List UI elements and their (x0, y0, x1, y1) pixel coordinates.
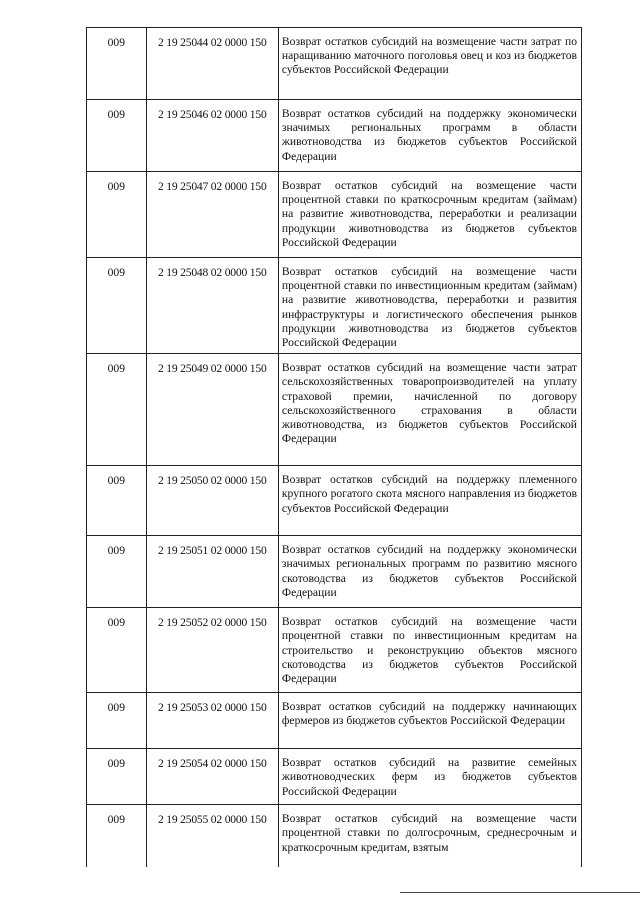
admin-code-cell: 009 (87, 805, 147, 867)
table-row (87, 536, 582, 608)
income-name-cell: Возврат остатков субсидий на поддержку племенного крупного рогатого скота мясного направления из бюджетов субъектов Российской Федерации (278, 466, 581, 536)
admin-code-cell: 009 (87, 749, 147, 805)
admin-code-cell: 009 (87, 536, 147, 608)
page-edge-line (400, 892, 640, 893)
admin-code-cell: 009 (87, 608, 147, 693)
table-row (87, 466, 582, 536)
budget-code-cell: 2 19 25052 02 0000 150 (146, 608, 278, 693)
budget-code-cell: 2 19 25055 02 0000 150 (146, 805, 278, 867)
income-name-cell: Возврат остатков субсидий на возмещение части процентной ставки по инвестиционным кредитам на строительство и реконструкцию объектов мясного скотоводства из бюджетов субъектов Российской Федерации (278, 608, 581, 693)
table-row (87, 100, 582, 172)
income-name-cell: Возврат остатков субсидий на поддержку экономически значимых региональных программ по развитию мясного скотоводства из бюджетов субъектов Российской Федерации (278, 536, 581, 608)
table-row (87, 28, 582, 100)
admin-code-cell: 009 (87, 100, 147, 172)
income-name-cell: Возврат остатков субсидий на поддержку экономически значимых региональных программ в области животноводства из бюджетов субъектов Российской Федерации (278, 100, 581, 172)
admin-code-cell: 009 (87, 258, 147, 354)
table-row (87, 693, 582, 749)
admin-code-cell: 009 (87, 172, 147, 258)
budget-code-cell: 2 19 25046 02 0000 150 (146, 100, 278, 172)
admin-code-cell: 009 (87, 693, 147, 749)
budget-code-cell: 2 19 25050 02 0000 150 (146, 466, 278, 536)
table-row (87, 258, 582, 354)
admin-code-cell: 009 (87, 28, 147, 100)
table-row (87, 354, 582, 466)
table-row (87, 172, 582, 258)
budget-codes-table (86, 27, 582, 867)
budget-code-cell: 2 19 25048 02 0000 150 (146, 258, 278, 354)
income-name-cell: Возврат остатков субсидий на возмещение части процентной ставки по инвестиционным кредитам (займам) на развитие животноводства, переработки и развития инфраструктуры и логистического обеспечения рынков продукции животноводства из бюджетов субъектов Российской Федерации (278, 258, 581, 354)
budget-code-cell: 2 19 25053 02 0000 150 (146, 693, 278, 749)
income-name-cell: Возврат остатков субсидий на возмещение части процентной ставки по долгосрочным, среднесрочным и краткосрочным кредитам, взятым (278, 805, 581, 867)
income-name-cell: Возврат остатков субсидий на возмещение части затрат по наращиванию маточного поголовья овец и коз из бюджетов субъектов Российской Федерации (278, 28, 581, 100)
budget-code-cell: 2 19 25047 02 0000 150 (146, 172, 278, 258)
admin-code-cell: 009 (87, 354, 147, 466)
income-name-cell: Возврат остатков субсидий на возмещение части процентной ставки по краткосрочным кредитам (займам) на развитие животноводства, переработки и реализации продукции животноводства из бюджетов субъектов Российской Федерации (278, 172, 581, 258)
admin-code-cell: 009 (87, 466, 147, 536)
table-row (87, 805, 582, 867)
income-name-cell: Возврат остатков субсидий на развитие семейных животноводческих ферм из бюджетов субъектов Российской Федерации (278, 749, 581, 805)
budget-code-cell: 2 19 25054 02 0000 150 (146, 749, 278, 805)
income-name-cell: Возврат остатков субсидий на возмещение части затрат сельскохозяйственных товаропроизводителей на уплату страховой премии, начисленной по договору сельскохозяйственного страхования в области животноводства, из бюджетов субъектов Российской Федерации (278, 354, 581, 466)
table-body (87, 28, 582, 867)
budget-code-cell: 2 19 25044 02 0000 150 (146, 28, 278, 100)
budget-code-cell: 2 19 25049 02 0000 150 (146, 354, 278, 466)
table-row (87, 749, 582, 805)
income-name-cell: Возврат остатков субсидий на поддержку начинающих фермеров из бюджетов субъектов Российской Федерации (278, 693, 581, 749)
table-row (87, 608, 582, 693)
budget-code-cell: 2 19 25051 02 0000 150 (146, 536, 278, 608)
